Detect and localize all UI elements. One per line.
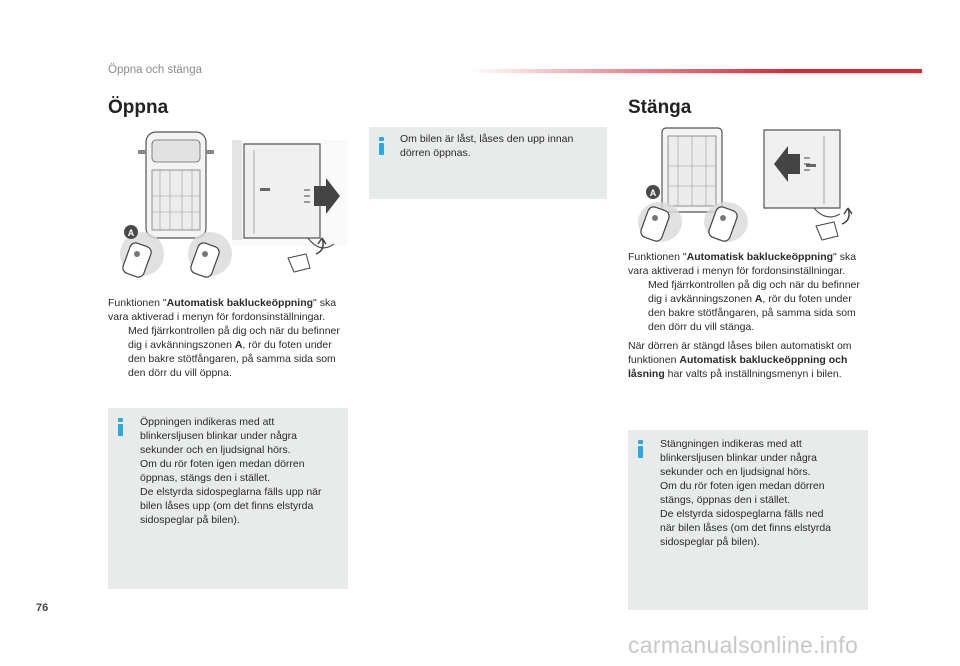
open-info-box: Öppningen indikeras med att blinkersljusen blinkar under några sekunder och en ljudsignal hörs. Om du rör foten igen medan dörren öppnas, stängs den i stället. De elstyrda sidospeglarna fälls upp när bilen låses upp (om det finns elstyrda sidospeglar på bilen). [108, 408, 348, 589]
close-para-1: Funktionen "Automatisk bakluckeöppning" ska vara aktiverad i menyn för fordonsinställningar. [628, 251, 857, 277]
zone-label: A [127, 228, 135, 238]
close-info-box: Stängningen indikeras med att blinkersljusen blinkar under några sekunder och en ljudsignal hörs. Om du rör foten igen medan dörren stängs, öppnas den i stället. De elstyrda sidospeglarna fälls ned när bilen låses (om det finns elstyrda sidospeglar på bilen). [628, 430, 868, 610]
info-icon [118, 418, 123, 436]
open-section-title: Öppna [108, 97, 169, 118]
middle-info-box: Om bilen är låst, låses den upp innan dörren öppnas. [369, 127, 607, 199]
header-accent-line [470, 69, 922, 73]
close-section-title: Stänga [628, 97, 692, 118]
watermark: carmanualsonline.info [628, 632, 859, 658]
van-side-view-icon [764, 130, 840, 217]
close-para-2: När dörren är stängd låses bilen automatiskt om funktionen Automatisk bakluckeöppning och låsning har valts på inställningsmenyn i bilen. [628, 340, 852, 380]
open-illustration [108, 126, 348, 282]
close-instructions [628, 250, 868, 381]
close-bullet: Med fjärrkontrollen på dig och när du befinner dig i avkänningszonen A, rör du foten under den bakre stötfångaren, på samma sida som den dörr du vill stänga. [648, 279, 860, 333]
info-icon [379, 137, 384, 155]
open-bullet: Med fjärrkontrollen på dig och när du befinner dig i avkänningszonen A, rör du foten under den bakre stötfångaren, på samma sida som den dörr du vill öppna. [128, 325, 340, 379]
close-illustration [628, 126, 868, 244]
chapter-title: Öppna och stänga [108, 64, 202, 76]
page-number: 76 [36, 602, 49, 614]
open-para-1: Funktionen "Automatisk bakluckeöppning" ska vara aktiverad i menyn för fordonsinställningar. [108, 297, 337, 323]
van-top-view-icon [138, 132, 214, 238]
zone-label: A [649, 188, 657, 198]
open-instructions [108, 296, 348, 380]
van-top-view-icon [662, 128, 722, 212]
info-icon [638, 440, 643, 458]
